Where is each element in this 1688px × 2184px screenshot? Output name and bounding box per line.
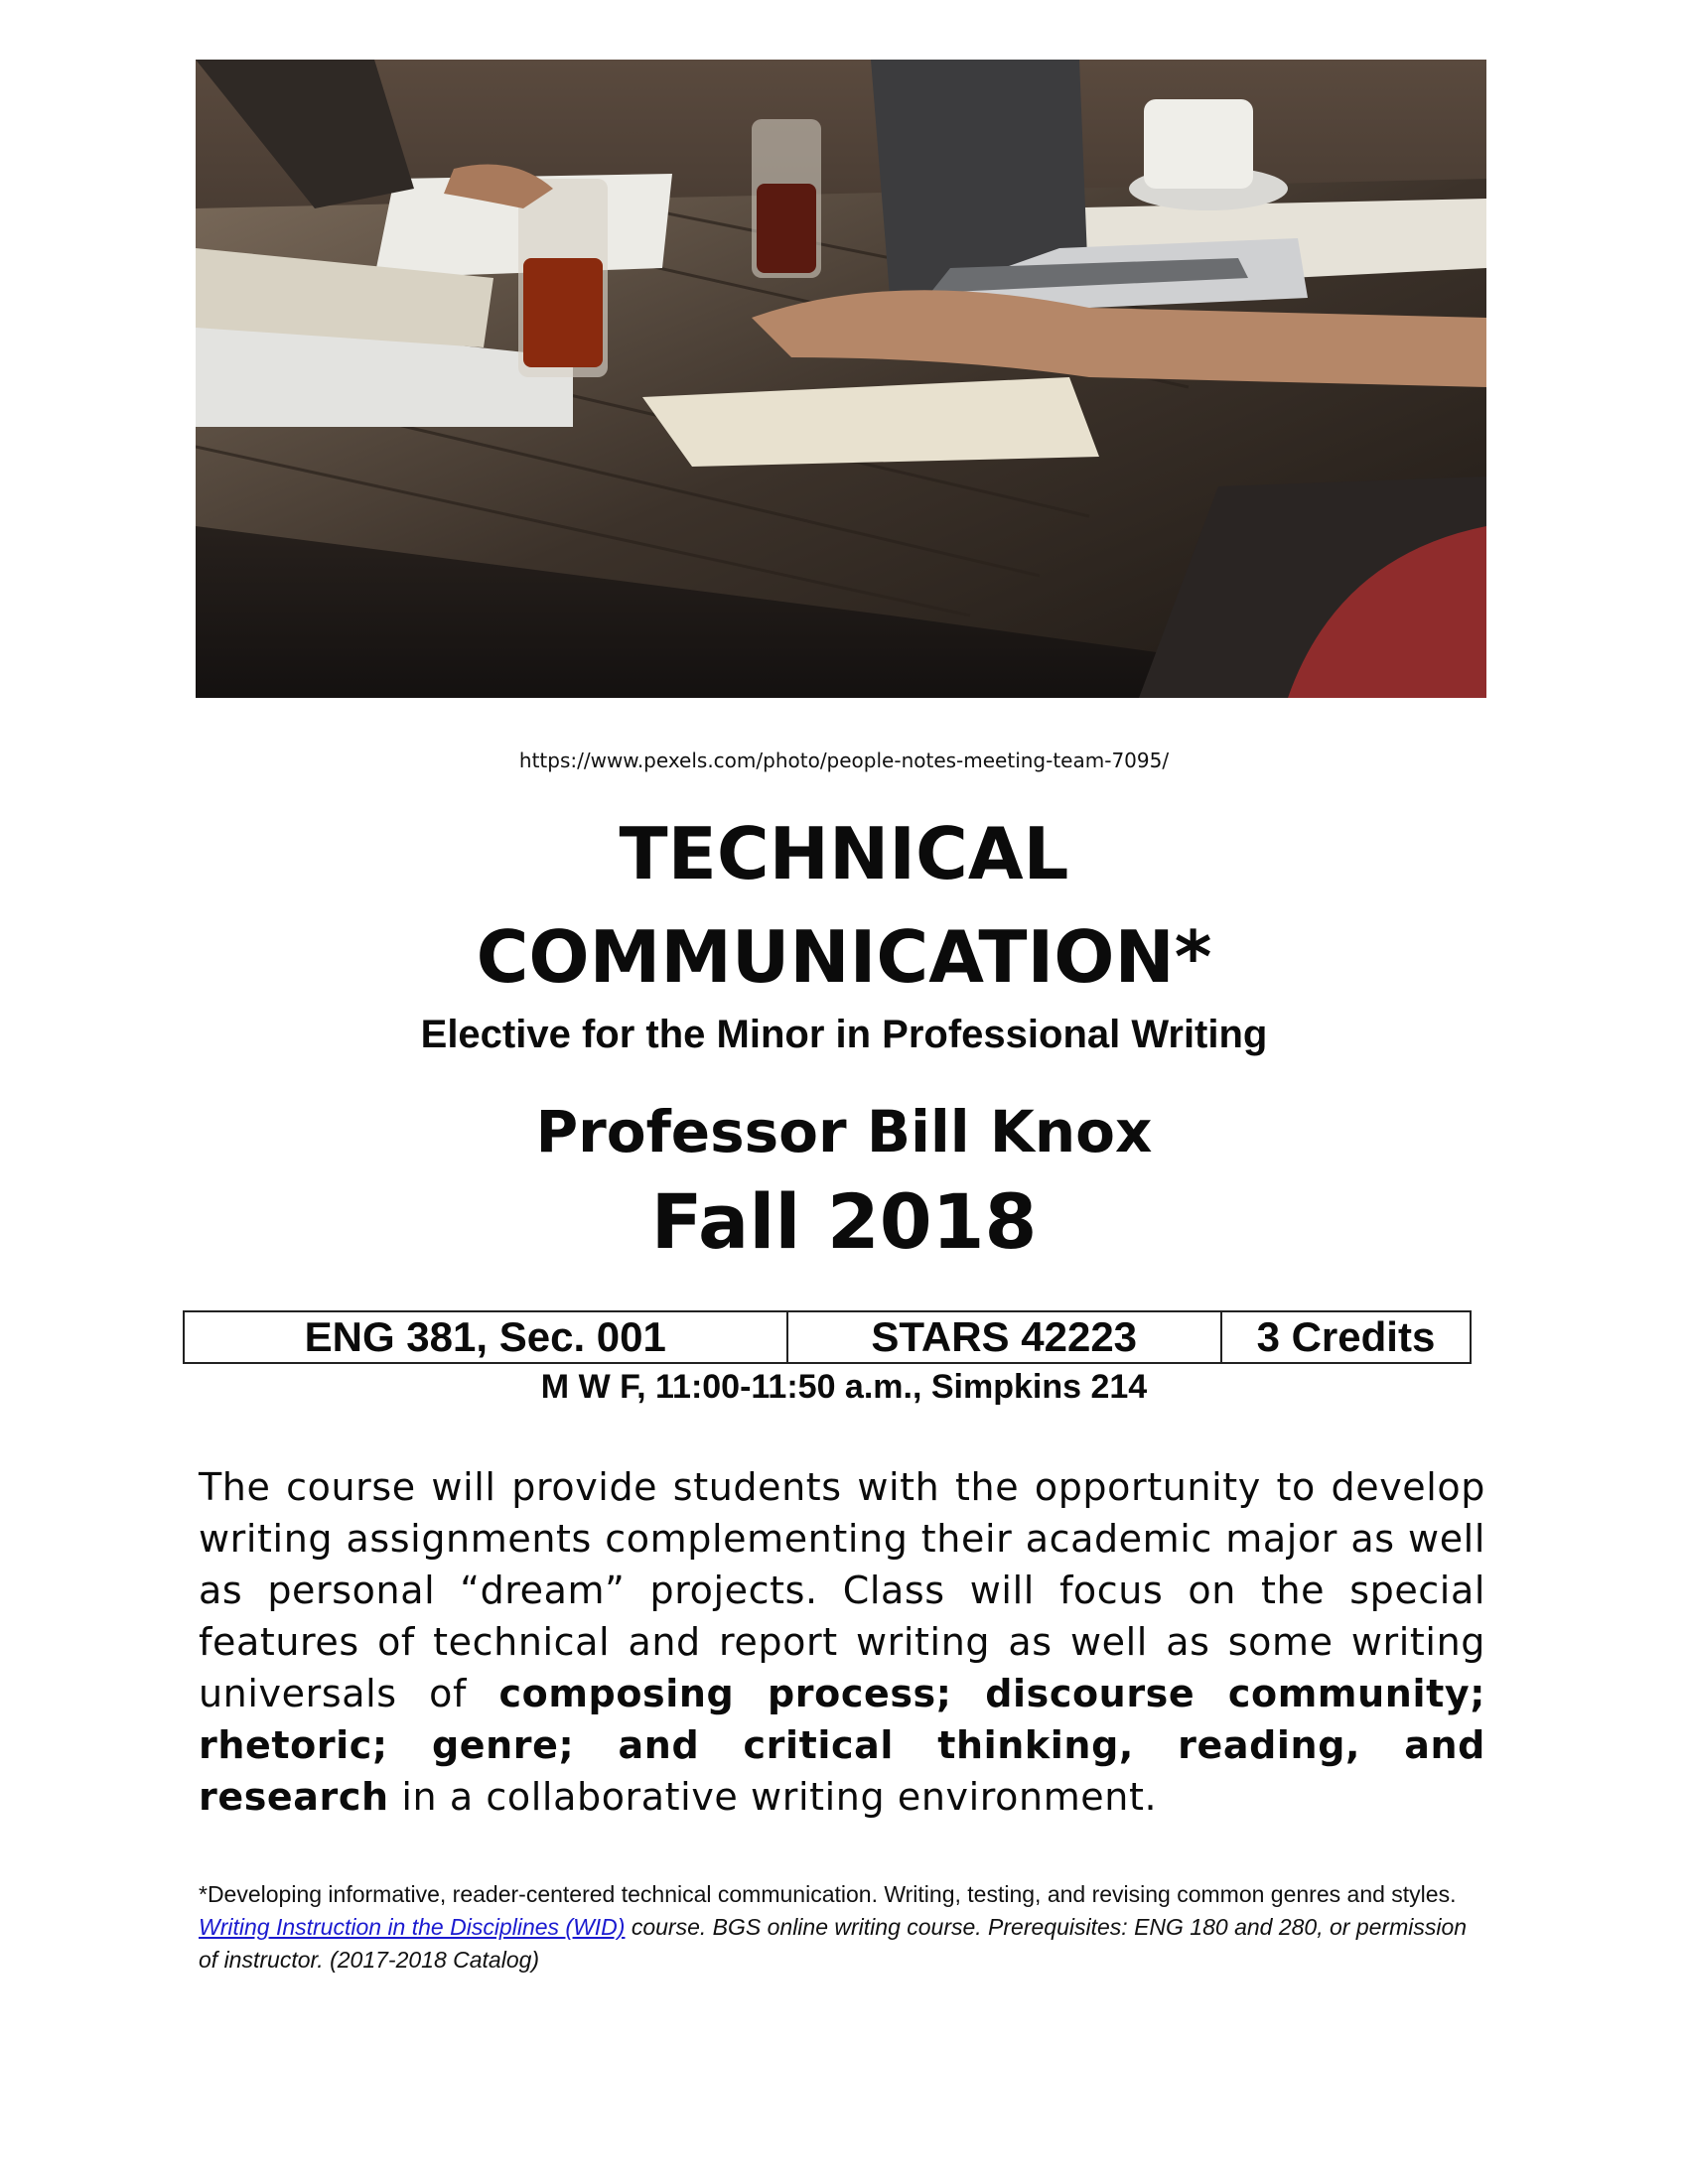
course-title: [0, 802, 1688, 1009]
description-emphasis: composing process; discourse community; rhetoric; genre; and critical thinking, reading, and research: [199, 1672, 1485, 1819]
course-term: Fall 2018: [650, 1177, 1038, 1266]
description-intro: The course will provide students with the opportunity to develop writing assignments complementing their academic major as well as personal “dream” projects. Class will focus on the special features of technical and report writing as well as some writing universals of: [199, 1465, 1485, 1715]
course-title-line-1: TECHNICAL: [619, 812, 1069, 895]
course-title-line-2: COMMUNICATION*: [476, 915, 1212, 999]
course-subtitle: Elective for the Minor in Professional Writing: [420, 1013, 1268, 1056]
wid-link[interactable]: Writing Instruction in the Disciplines (WID): [199, 1914, 626, 1940]
course-schedule: M W F, 11:00-11:50 a.m., Simpkins 214: [540, 1368, 1148, 1406]
photo-credit-url: https://www.pexels.com/photo/people-notes-meeting-team-7095/: [518, 749, 1170, 772]
meeting-photo-illustration: [196, 60, 1486, 698]
meeting-photo: [196, 60, 1486, 698]
footnote-part-1: *Developing informative, reader-centered technical communication. Writing, testing, and revising common genres and styles.: [199, 1881, 1457, 1907]
course-credits-cell: 3 Credits: [1221, 1311, 1471, 1363]
course-footnote: [199, 1878, 1489, 1977]
description-outro: in a collaborative writing environment.: [388, 1775, 1158, 1819]
professor-name: Professor Bill Knox: [535, 1098, 1153, 1165]
course-description: [199, 1461, 1485, 1823]
course-stars-cell: STARS 42223: [787, 1311, 1221, 1363]
course-info-row: [184, 1311, 1471, 1363]
course-section-cell: ENG 381, Sec. 001: [184, 1311, 787, 1363]
footnote-part-2: course. BGS online writing course. Prerequisites: ENG 180 and 280, or permission of instructor. (2017-2018 Catalog): [199, 1914, 1468, 1973]
course-info-table: [183, 1310, 1472, 1364]
